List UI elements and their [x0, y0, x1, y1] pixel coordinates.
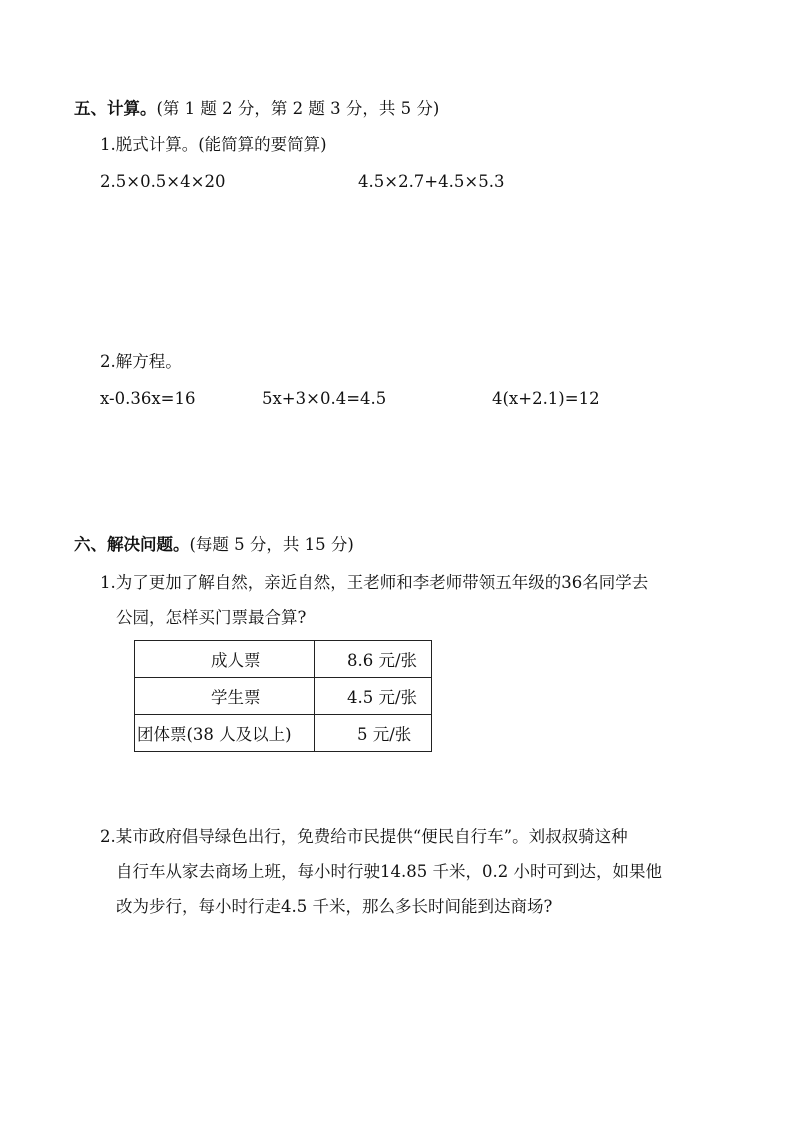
question-5-1-label: 1.脱式计算。(能简算的要简算): [100, 135, 327, 154]
ticket-type: 学生票: [211, 688, 261, 707]
section-5-heading: [74, 98, 439, 120]
question-6-1-line-1: 1.为了更加了解自然，亲近自然，王老师和李老师带领五年级的36名同学去: [100, 573, 649, 592]
ticket-type-cell: [135, 678, 315, 715]
ticket-price-cell: [315, 715, 432, 752]
ticket-price-table: [134, 640, 432, 752]
ticket-price-cell: [315, 641, 432, 678]
question-5-2-label: 2.解方程。: [100, 352, 182, 371]
section-5-title: 五、计算。: [74, 99, 157, 118]
ticket-price: 4.5 元/张: [347, 688, 418, 707]
ticket-type: 团体票(38 人及以上): [137, 725, 292, 744]
ticket-price: 8.6 元/张: [347, 651, 418, 670]
section-6-heading: [74, 534, 354, 556]
expression-1: 2.5×0.5×4×20: [100, 172, 226, 191]
table-row: [135, 641, 432, 678]
question-6-2-line-1: 2.某市政府倡导绿色出行，免费给市民提供“便民自行车”。刘叔叔骑这种: [100, 827, 628, 846]
expression-2: 4.5×2.7+4.5×5.3: [358, 172, 505, 191]
table-row: [135, 678, 432, 715]
section-6-title: 六、解决问题。: [74, 535, 190, 554]
section-5-note: (第 1 题 2 分，第 2 题 3 分，共 5 分): [156, 99, 440, 118]
ticket-price-cell: [315, 678, 432, 715]
question-6-2-line-3: 改为步行，每小时行走4.5 千米，那么多长时间能到达商场?: [116, 897, 553, 916]
equation-2: 5x+3×0.4=4.5: [262, 389, 387, 408]
equation-1: x-0.36x=16: [100, 389, 196, 408]
ticket-type: 成人票: [211, 651, 261, 670]
equation-3: 4(x+2.1)=12: [492, 389, 600, 408]
ticket-type-cell: [135, 715, 315, 752]
ticket-type-cell: [135, 641, 315, 678]
question-6-1-line-2: 公园，怎样买门票最合算?: [116, 608, 307, 627]
table-row: [135, 715, 432, 752]
question-6-2-line-2: 自行车从家去商场上班，每小时行驶14.85 千米，0.2 小时可到达，如果他: [116, 862, 662, 881]
ticket-price: 5 元/张: [357, 725, 412, 744]
section-6-note: (每题 5 分，共 15 分): [189, 535, 354, 554]
